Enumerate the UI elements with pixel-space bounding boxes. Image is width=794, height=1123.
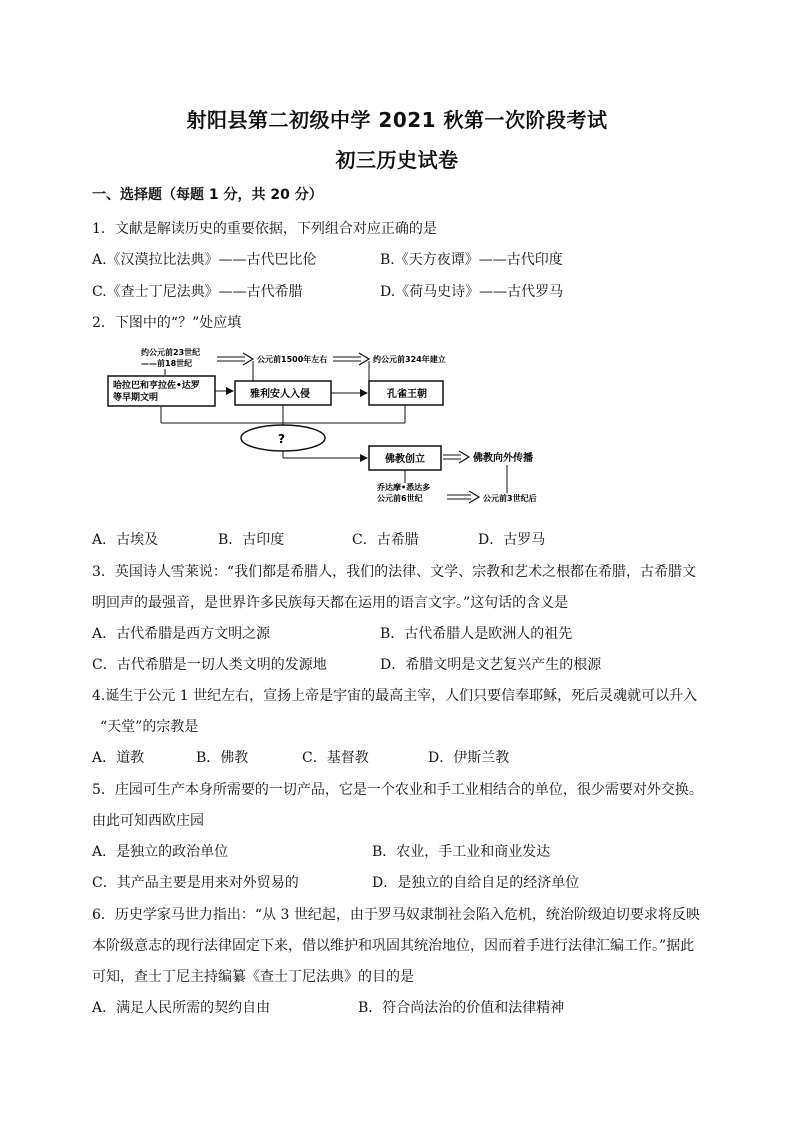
- question-3-stem-line1: 3．英国诗人雪莱说：“我们都是希腊人，我们的法律、文学、宗教和艺术之根都在希腊，古希腊文: [92, 564, 697, 580]
- india-history-diagram: [105, 343, 565, 513]
- question-3-option-d: D．希腊文明是文艺复兴产生的根源: [380, 657, 602, 673]
- question-4-option-d: D．伊斯兰教: [428, 750, 510, 766]
- diagram-date-4: 公元前3世纪后: [483, 494, 537, 503]
- timeline-arrow-3: [447, 491, 479, 503]
- question-2-stem: 2．下图中的“？”处应填: [92, 315, 242, 331]
- question-5-stem-line1: 5．庄园可生产本身所需要的一切产品，它是一个农业和手工业相结合的单位，很少需要对外交换。: [92, 782, 703, 798]
- timeline-arrow-2: [333, 353, 369, 365]
- question-6-stem-line3: 可知，查士丁尼主持编纂《查士丁尼法典》的目的是: [92, 969, 414, 985]
- question-2-option-b: B．古印度: [218, 532, 285, 548]
- question-3-option-a: A．古代希腊是西方文明之源: [92, 626, 271, 642]
- box-maurya-label: 孔雀王朝: [387, 389, 427, 400]
- founder-name: 乔达摩•悉达多: [377, 483, 431, 492]
- exam-title: 射阳县第二初级中学 2021 秋第一次阶段考试: [186, 108, 608, 132]
- question-4-option-c: C．基督教: [302, 750, 369, 766]
- box-buddhism-label: 佛教创立: [385, 454, 425, 465]
- box-harappa-line2: 等早期文明: [113, 393, 159, 403]
- timeline-arrow-1: [217, 353, 253, 365]
- unknown-mark: ?: [278, 432, 285, 446]
- question-4-option-b: B．佛教: [196, 750, 249, 766]
- question-2-option-d: D．古罗马: [478, 532, 546, 548]
- question-5-stem-line2: 由此可知西欧庄园: [92, 813, 204, 829]
- exam-subtitle: 初三历史试卷: [335, 148, 459, 172]
- spread-label: 佛教向外传播: [473, 453, 533, 464]
- box-harappa-line1: 哈拉巴和亨拉佐•达罗: [113, 381, 200, 391]
- question-2-option-c: C．古希腊: [352, 532, 419, 548]
- question-6-stem-line1: 6．历史学家马世力指出：“从 3 世纪起，由于罗马奴隶制社会陷入危机，统治阶级迫切要求将反映: [92, 907, 700, 923]
- diagram-date-1b: ——前18世纪: [141, 359, 193, 368]
- question-3-option-c: C．古代希腊是一切人类文明的发源地: [92, 657, 327, 673]
- diagram-date-1a: 约公元前23世纪: [141, 348, 201, 357]
- question-1-option-d: D.《荷马史诗》——古代罗马: [380, 284, 564, 300]
- box-aryan-label: 雅利安人入侵: [250, 389, 310, 400]
- question-3-option-b: B．古代希腊人是欧洲人的祖先: [380, 626, 573, 642]
- question-5-option-c: C．其产品主要是用来对外贸易的: [92, 875, 299, 891]
- question-4-stem-line2: “天堂”的宗教是: [100, 719, 199, 735]
- spread-arrow: [443, 451, 469, 463]
- question-4-option-a: A．道教: [92, 750, 145, 766]
- question-1-option-b: B.《天方夜谭》——古代印度: [380, 252, 563, 268]
- diagram-date-3: 约公元前324年建立: [373, 355, 446, 364]
- question-1-option-c: C.《查士丁尼法典》——古代希腊: [92, 284, 303, 300]
- question-5-option-b: B．农业，手工业和商业发达: [372, 844, 551, 860]
- question-2-option-a: A．古埃及: [92, 532, 159, 548]
- question-6-option-a: A．满足人民所需的契约自由: [92, 1000, 271, 1016]
- question-3-stem-line2: 明回声的最强音，是世界许多民族每天都在运用的语言文字。”这句话的含义是: [92, 595, 569, 611]
- question-4-stem-line1: 4.诞生于公元 1 世纪左右，宣扬上帝是宇宙的最高主宰，人们只要信奉耶稣，死后灵魂就可以升入: [92, 688, 698, 704]
- question-1-option-a: A.《汉漠拉比法典》——古代巴比伦: [92, 252, 317, 268]
- section-heading: 一、选择题（每题 1 分，共 20 分）: [92, 187, 323, 203]
- diagram-date-2: 公元前1500年左右: [257, 355, 328, 364]
- question-6-option-b: B．符合尚法治的价值和法律精神: [358, 1000, 565, 1016]
- question-1-stem: 1．文献是解读历史的重要依据，下列组合对应正确的是: [92, 221, 437, 237]
- question-5-option-a: A．是独立的政治单位: [92, 844, 229, 860]
- question-6-stem-line2: 本阶级意志的现行法律固定下来，借以维护和巩固其统治地位，因而着手进行法律汇编工作。”据此: [92, 938, 695, 954]
- question-5-option-d: D．是独立的自给自足的经济单位: [372, 875, 580, 891]
- founder-date: 公元前6世纪: [377, 494, 423, 503]
